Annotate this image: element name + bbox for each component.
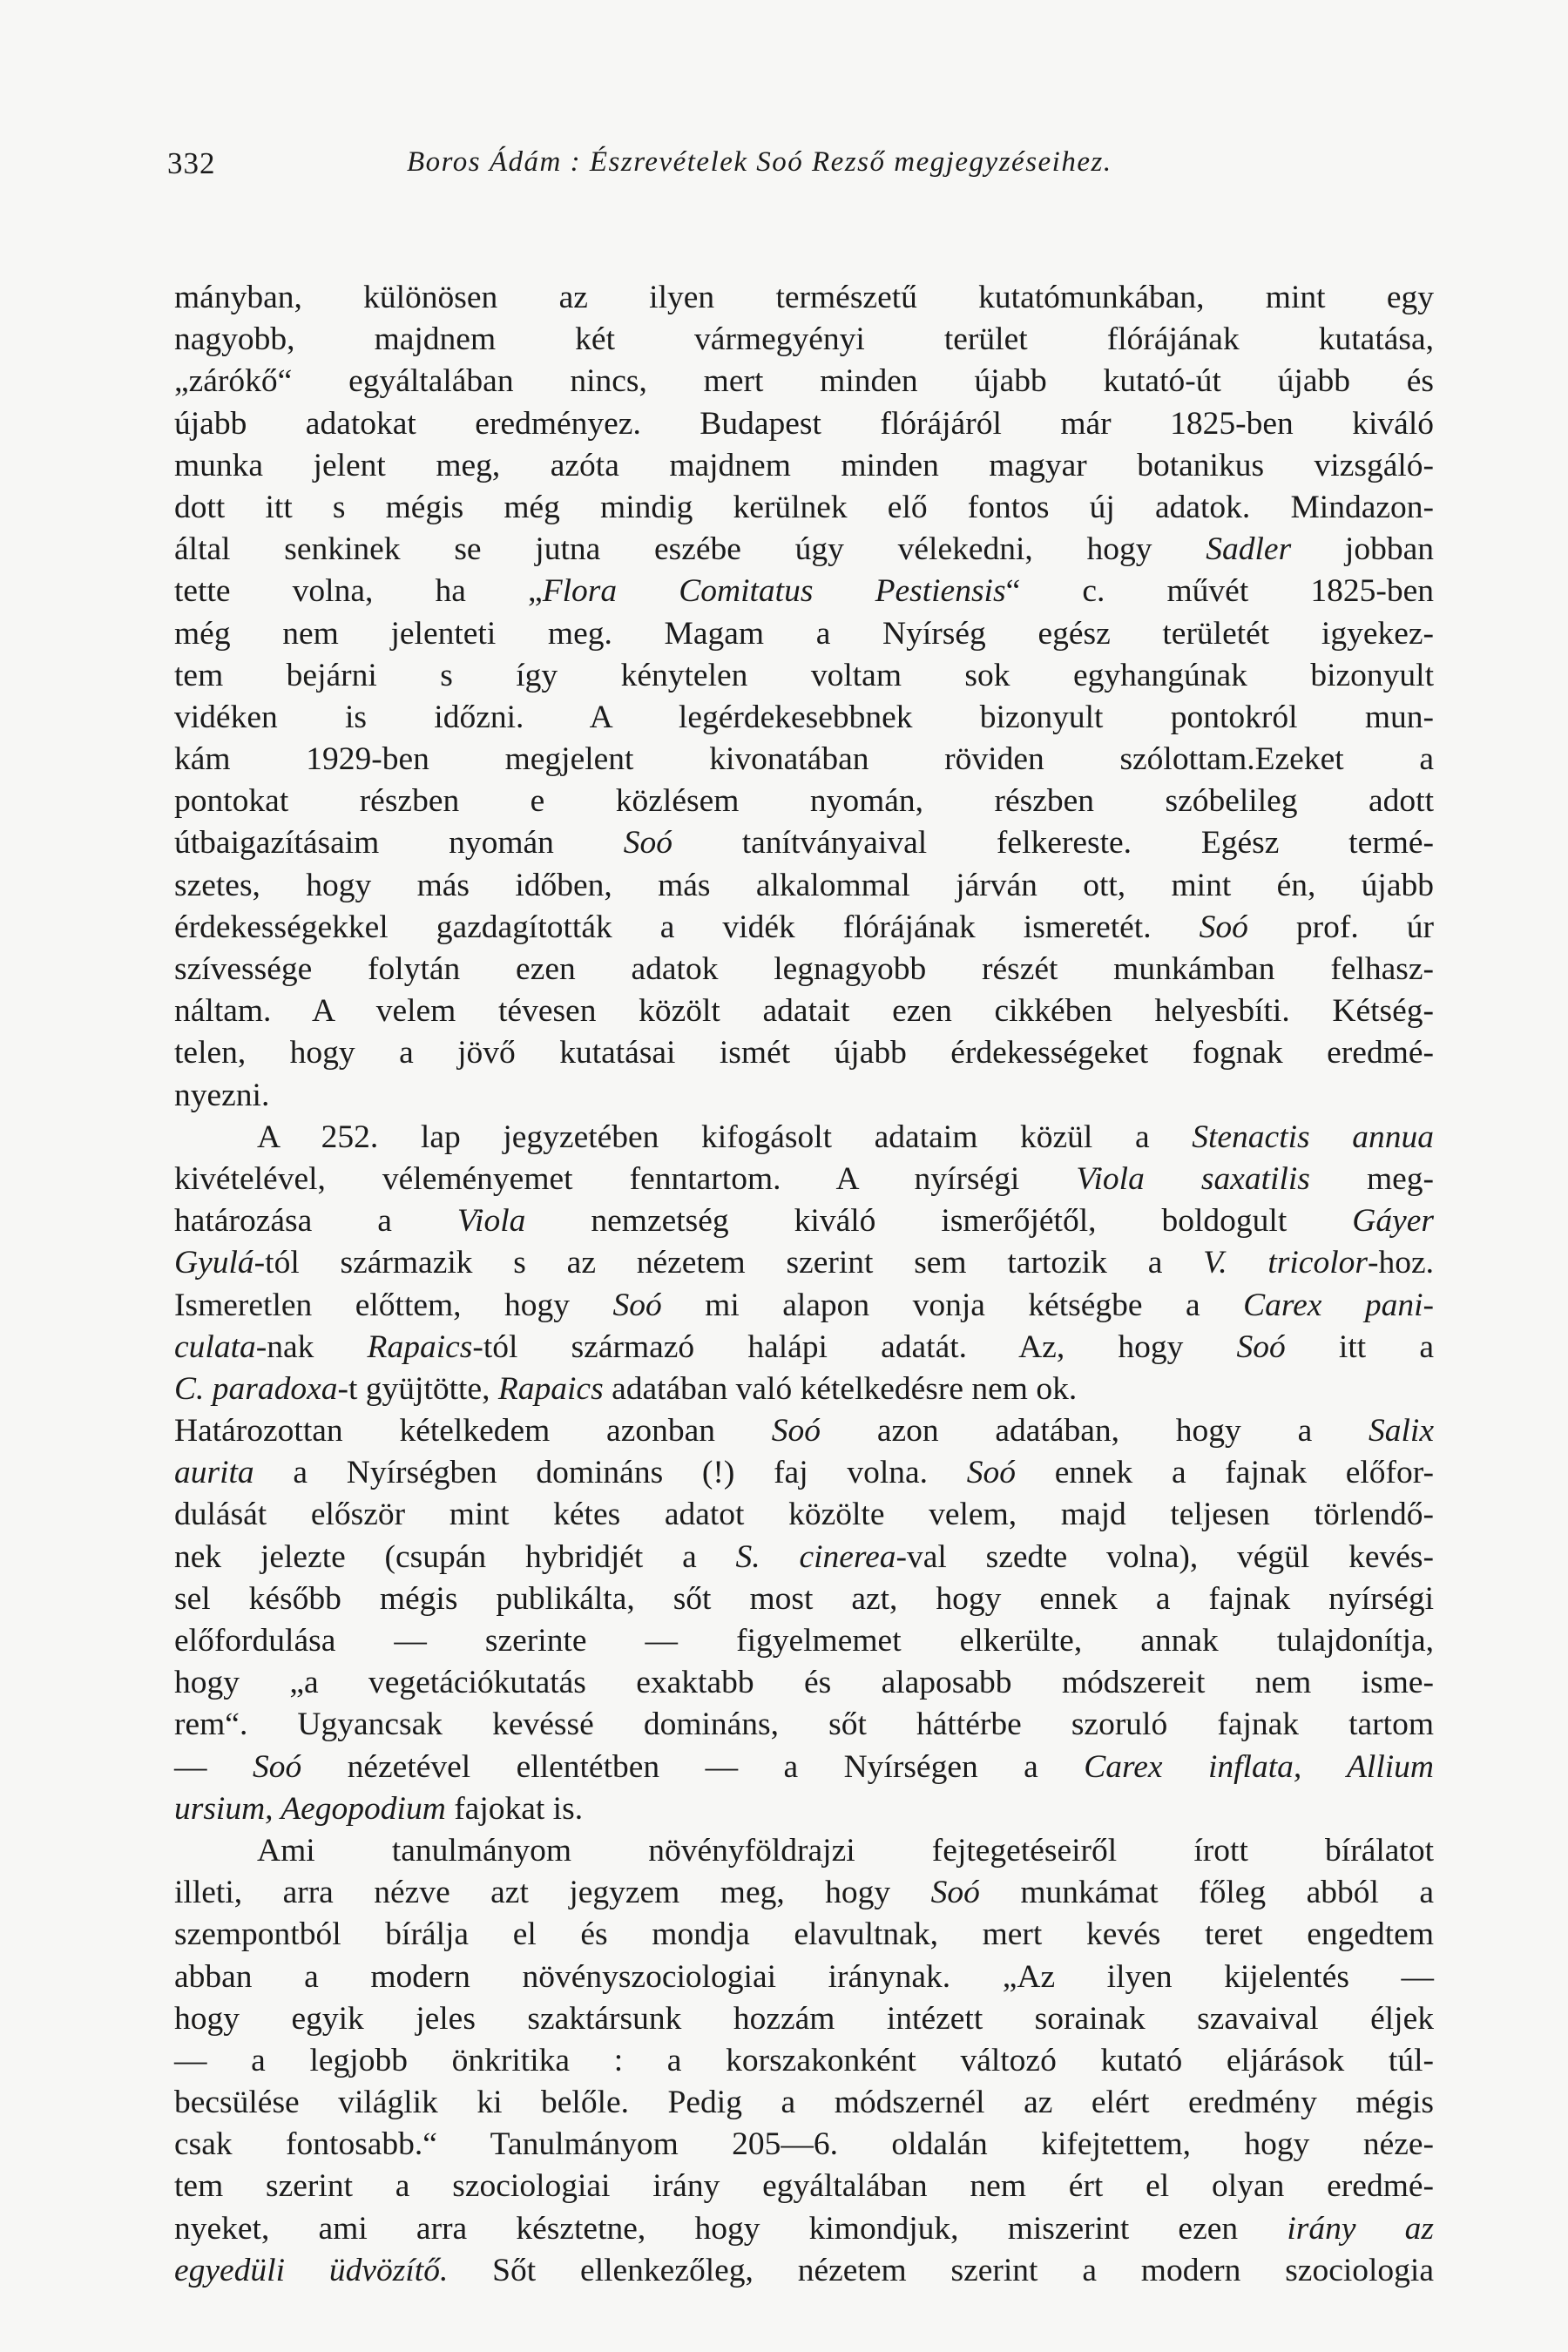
text-run: „zárókő“ egyáltalában nincs, mert minden újabb kutató-út újabb és bbox=[174, 363, 1434, 400]
text-run: mi alapon vonja kétségbe a bbox=[661, 1287, 1244, 1323]
text-line bbox=[174, 1242, 1434, 1284]
italic-text: C. paradoxa bbox=[174, 1370, 338, 1407]
italic-text: egyedüli üdvözítő. bbox=[174, 2252, 449, 2288]
text-line bbox=[174, 529, 1434, 571]
text-run: -tól származik s az nézetem szerint sem tartozik a bbox=[253, 1245, 1204, 1281]
italic-text: Flora Comitatus Pestiensis bbox=[542, 573, 1006, 610]
text-line bbox=[174, 2040, 1434, 2082]
running-head: Boros Ádám : Észrevételek Soó Rezső megjegyzéseihez. bbox=[407, 146, 1112, 178]
text-line bbox=[174, 1578, 1434, 1620]
italic-text: irány az bbox=[1287, 2210, 1434, 2247]
text-run: itt a bbox=[1285, 1328, 1434, 1365]
italic-text: Stenactis annua bbox=[1192, 1119, 1435, 1155]
text-run: szempontból bírálja el és mondja elavultnak, mert kevés teret engedtem bbox=[174, 1916, 1434, 1953]
text-line bbox=[174, 1998, 1434, 2040]
text-line bbox=[174, 2250, 1434, 2292]
text-run: ennek a fajnak előfor- bbox=[1015, 1455, 1434, 1491]
text-run: nagyobb, majdnem két vármegyényi terület flórájának kutatása, bbox=[174, 321, 1434, 358]
italic-text: Gyulá bbox=[174, 1245, 254, 1281]
italic-text: Soó bbox=[1199, 909, 1248, 945]
text-line bbox=[174, 1369, 1434, 1410]
text-line bbox=[174, 1830, 1434, 1872]
italic-text: Soó bbox=[1236, 1328, 1286, 1365]
italic-text: Viola bbox=[456, 1203, 526, 1240]
text-line bbox=[174, 1662, 1434, 1704]
text-run: illeti, arra nézve azt jegyzem meg, hogy bbox=[174, 1875, 931, 1911]
text-line bbox=[174, 1032, 1434, 1074]
text-line bbox=[174, 822, 1434, 864]
italic-text: Salix bbox=[1369, 1413, 1434, 1450]
text-run: -val szedte volna), végül kevés- bbox=[896, 1538, 1434, 1575]
text-run: náltam. A velem tévesen közölt adatait ezen cikkében helyesbíti. Kétség- bbox=[174, 993, 1434, 1030]
text-run: A 252. lap jegyzetében kifogásolt adataim közül a bbox=[257, 1119, 1193, 1155]
text-run: kivételével, véleményemet fenntartom. A nyírségi bbox=[174, 1160, 1077, 1197]
text-run: csak fontosabb.“ Tanulmányom 205—6. oldalán kifejtettem, hogy néze- bbox=[174, 2126, 1434, 2163]
text-run: -t gyüjtötte, bbox=[337, 1370, 498, 1407]
text-line bbox=[174, 403, 1434, 445]
italic-text: Sadler bbox=[1206, 531, 1292, 568]
text-run: hogy egyik jeles szaktársunk hozzám intézett sorainak szavaival éljek bbox=[174, 2000, 1434, 2037]
text-line bbox=[174, 990, 1434, 1032]
text-line bbox=[174, 739, 1434, 781]
text-line bbox=[174, 1117, 1434, 1159]
italic-text: Soó bbox=[252, 1748, 302, 1785]
text-run: Ami tanulmányom növényföldrajzi fejtegetéseiről írott bírálatot bbox=[257, 1832, 1434, 1869]
text-run: — a legjobb önkritika : a korszakonként változó kutató eljárások túl- bbox=[174, 2042, 1434, 2078]
text-line bbox=[174, 445, 1434, 487]
text-line bbox=[174, 949, 1434, 990]
text-line bbox=[174, 1872, 1434, 1914]
text-run: prof. úr bbox=[1247, 909, 1434, 945]
text-run: tem szerint a szociologiai irány egyáltalában nem ért el olyan eredmé- bbox=[174, 2168, 1434, 2205]
text-run: tanítványaival felkereste. Egész termé- bbox=[672, 825, 1434, 862]
text-run: kám 1929-ben megjelent kivonatában röviden szólottam.Ezeket a bbox=[174, 741, 1434, 778]
text-line bbox=[174, 1452, 1434, 1494]
text-line bbox=[174, 781, 1434, 822]
text-line bbox=[174, 487, 1434, 529]
text-run: nyeket, ami arra késztetne, hogy kimondjuk, miszerint ezen bbox=[174, 2210, 1288, 2247]
text-line bbox=[174, 1914, 1434, 1956]
text-line bbox=[174, 2124, 1434, 2166]
text-line bbox=[174, 571, 1434, 612]
text-line bbox=[174, 697, 1434, 739]
italic-text: Soó bbox=[966, 1455, 1016, 1491]
text-run: azon adatában, hogy a bbox=[821, 1413, 1369, 1450]
text-line bbox=[174, 1159, 1434, 1200]
text-run: Határozottan kételkedem azonban bbox=[174, 1413, 772, 1450]
italic-text: Rapaics bbox=[497, 1370, 604, 1407]
text-line bbox=[174, 1410, 1434, 1452]
body-text bbox=[174, 277, 1434, 2292]
text-line bbox=[174, 1620, 1434, 1662]
text-line bbox=[174, 2082, 1434, 2124]
text-run: adatában való kételkedésre nem ok. bbox=[603, 1370, 1078, 1407]
text-line bbox=[174, 2166, 1434, 2207]
text-run: mányban, különösen az ilyen természetű kutatómunkában, mint egy bbox=[174, 280, 1434, 315]
text-run: hogy „a vegetációkutatás exaktabb és alaposabb módszereit nem isme- bbox=[174, 1665, 1434, 1701]
text-run: határozása a bbox=[174, 1203, 457, 1240]
text-run: újabb adatokat eredményez. Budapest flórájáról már 1825-ben kiváló bbox=[174, 405, 1434, 442]
text-line bbox=[174, 613, 1434, 655]
text-line bbox=[174, 319, 1434, 361]
text-line bbox=[174, 1704, 1434, 1746]
text-run: fajokat is. bbox=[445, 1790, 584, 1827]
text-run: nemzetség kiváló ismerőjétől, boldogult bbox=[525, 1203, 1353, 1240]
text-run: útbaigazításaim nyomán bbox=[174, 825, 624, 862]
text-run: még nem jelenteti meg. Magam a Nyírség egész területét igyekez- bbox=[174, 615, 1434, 652]
text-run: a Nyírségben domináns (!) faj volna. bbox=[253, 1455, 967, 1491]
text-line bbox=[174, 1957, 1434, 1998]
text-run: munkámat főleg abból a bbox=[979, 1875, 1434, 1911]
text-run: tette volna, ha „ bbox=[174, 573, 543, 610]
text-run: nek jelezte (csupán hybridjét a bbox=[174, 1538, 736, 1575]
text-line bbox=[174, 1788, 1434, 1830]
text-run: Sőt ellenkezőleg, nézetem szerint a modern szociologia bbox=[448, 2252, 1434, 2288]
text-run: Ismeretlen előttem, hogy bbox=[174, 1287, 613, 1323]
text-run: által senkinek se jutna eszébe úgy vélekedni, hogy bbox=[174, 531, 1206, 568]
italic-text: Gáyer bbox=[1352, 1203, 1434, 1240]
text-run: — bbox=[174, 1748, 253, 1785]
text-run: dott itt s mégis még mindig kerülnek elő fontos új adatok. Mindazon- bbox=[174, 489, 1434, 525]
text-run: nyezni. bbox=[174, 1077, 270, 1113]
text-line bbox=[174, 1285, 1434, 1327]
italic-text: Soó bbox=[623, 825, 672, 862]
text-run: szetes, hogy más időben, más alkalommal járván ott, mint én, újabb bbox=[174, 867, 1434, 903]
italic-text: Carex pani- bbox=[1243, 1287, 1434, 1323]
text-run: sel később mégis publikálta, sőt most azt, hogy ennek a fajnak nyírségi bbox=[174, 1580, 1434, 1617]
text-run: vidéken is időzni. A legérdekesebbnek bizonyult pontokról mun- bbox=[174, 699, 1434, 735]
italic-text: S. cinerea bbox=[735, 1538, 896, 1575]
text-run: előfordulása — szerinte — figyelmemet elkerülte, annak tulajdonítja, bbox=[174, 1623, 1434, 1659]
text-run: -tól származó halápi adatát. Az, hogy bbox=[472, 1328, 1237, 1365]
text-run: rem“. Ugyancsak kevéssé domináns, sőt háttérbe szoruló fajnak tartom bbox=[174, 1707, 1434, 1743]
italic-text: Soó bbox=[612, 1287, 662, 1323]
italic-text: aurita bbox=[174, 1455, 254, 1491]
text-run: becsülése világlik ki belőle. Pedig a módszernél az elért eredmény mégis bbox=[174, 2085, 1434, 2121]
text-run: nézetével ellentétben — a Nyírségen a bbox=[301, 1748, 1085, 1785]
text-run: meg- bbox=[1309, 1160, 1434, 1197]
text-run: “ c. művét 1825-ben bbox=[1005, 573, 1434, 610]
text-run: dulását először mint kétes adatot közölte velem, majd teljesen törlendő- bbox=[174, 1497, 1434, 1533]
text-run: -hoz. bbox=[1367, 1245, 1434, 1281]
text-line bbox=[174, 1747, 1434, 1788]
text-line bbox=[174, 1075, 1434, 1117]
text-line bbox=[174, 2208, 1434, 2250]
italic-text: Carex inflata, Allium bbox=[1084, 1748, 1434, 1785]
text-run: érdekességekkel gazdagították a vidék flórájának ismeretét. bbox=[174, 909, 1200, 945]
italic-text: Viola saxatilis bbox=[1076, 1160, 1310, 1197]
text-line bbox=[174, 865, 1434, 907]
page-number: 332 bbox=[167, 146, 216, 180]
text-line bbox=[174, 361, 1434, 402]
text-run: szívessége folytán ezen adatok legnagyobb részét munkámban felhasz- bbox=[174, 951, 1434, 987]
italic-text: Rapaics bbox=[367, 1328, 473, 1365]
italic-text: V. tricolor bbox=[1203, 1245, 1368, 1281]
text-run: munka jelent meg, azóta majdnem minden magyar botanikus vizsgáló- bbox=[174, 447, 1434, 483]
text-run: -nak bbox=[255, 1328, 368, 1365]
text-line bbox=[174, 1327, 1434, 1369]
text-line bbox=[174, 1200, 1434, 1242]
text-run: pontokat részben e közlésem nyomán, részben szóbelileg adott bbox=[174, 783, 1434, 820]
text-line bbox=[174, 907, 1434, 949]
text-run: tem bejárni s így kénytelen voltam sok egyhangúnak bizonyult bbox=[174, 657, 1434, 693]
italic-text: culata bbox=[174, 1328, 256, 1365]
italic-text: Soó bbox=[771, 1413, 821, 1450]
text-run: telen, hogy a jövő kutatásai ismét újabb érdekességeket fognak eredmé- bbox=[174, 1035, 1434, 1071]
text-line bbox=[174, 1494, 1434, 1536]
italic-text: ursium, Aegopodium bbox=[174, 1790, 446, 1827]
text-line bbox=[174, 655, 1434, 697]
text-run: jobban bbox=[1291, 531, 1434, 568]
italic-text: Soó bbox=[930, 1875, 980, 1911]
page-header bbox=[167, 146, 1430, 199]
text-line bbox=[174, 1537, 1434, 1578]
text-run: abban a modern növényszociologiai iránynak. „Az ilyen kijelentés — bbox=[174, 1958, 1434, 1995]
text-line bbox=[174, 277, 1434, 319]
